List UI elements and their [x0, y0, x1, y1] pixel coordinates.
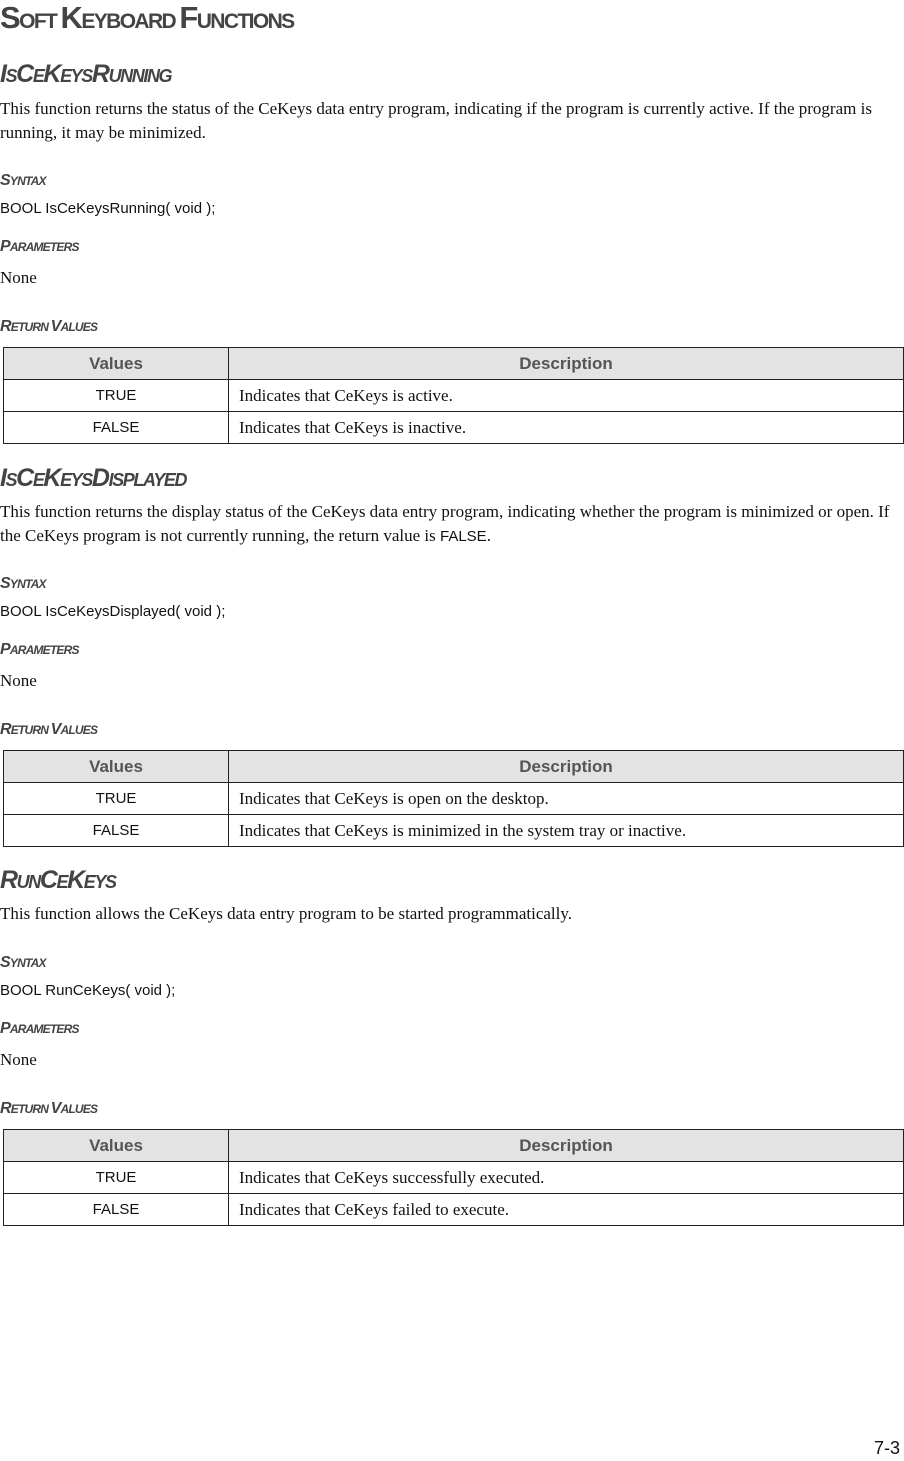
syntax-code: BOOL RunCeKeys( void ); [0, 982, 176, 999]
syntax-code: BOOL IsCeKeysRunning( void ); [0, 200, 216, 217]
row-description: Indicates that CeKeys successfully executed. [229, 1162, 904, 1194]
row-value: TRUE [4, 1162, 229, 1194]
header-description: Description [229, 348, 904, 380]
parameters-label: PARAMETERS [0, 1020, 79, 1037]
page-title: SOFT KEYBOARD FUNCTIONS [0, 0, 294, 35]
table-row [4, 1162, 904, 1194]
row-value: TRUE [4, 380, 229, 412]
table-row [4, 815, 904, 847]
return-values-table [3, 347, 904, 444]
section-heading-iscekeysdisplayed: ISCEKEYSDISPLAYED [0, 464, 187, 492]
section-description: This function allows the CeKeys data entry program to be started programmatically. [0, 904, 573, 923]
parameters-label: PARAMETERS [0, 238, 79, 255]
row-description: Indicates that CeKeys is minimized in the system tray or inactive. [229, 815, 904, 847]
table-header-row [4, 1130, 904, 1162]
header-description: Description [229, 1130, 904, 1162]
return-values-label: RETURN VALUES [0, 318, 98, 335]
header-values: Values [4, 751, 229, 783]
row-description: Indicates that CeKeys is active. [229, 380, 904, 412]
section-heading-iscekeysrunning: ISCEKEYSRUNNING [0, 60, 172, 88]
parameters-value: None [0, 1050, 37, 1069]
header-values: Values [4, 1130, 229, 1162]
table-row [4, 783, 904, 815]
page-number: 7-3 [873, 1438, 900, 1458]
row-description: Indicates that CeKeys is open on the desktop. [229, 783, 904, 815]
header-description: Description [229, 751, 904, 783]
section-description: This function returns the status of the CeKeys data entry program, indicating if the program is currently active. If the program is running, it may be minimized. [0, 99, 872, 142]
return-values-label: RETURN VALUES [0, 721, 98, 738]
syntax-label: SYNTAX [0, 172, 46, 189]
header-values: Values [4, 348, 229, 380]
return-values-table [3, 1129, 904, 1226]
row-description: Indicates that CeKeys is inactive. [229, 412, 904, 444]
table-row [4, 1194, 904, 1226]
row-value: TRUE [4, 783, 229, 815]
return-values-label: RETURN VALUES [0, 1100, 98, 1117]
table-header-row [4, 348, 904, 380]
table-header-row [4, 751, 904, 783]
syntax-label: SYNTAX [0, 954, 46, 971]
parameters-value: None [0, 268, 37, 287]
row-value: FALSE [4, 1194, 229, 1226]
parameters-label: PARAMETERS [0, 641, 79, 658]
table-row [4, 412, 904, 444]
syntax-code: BOOL IsCeKeysDisplayed( void ); [0, 603, 226, 620]
row-description: Indicates that CeKeys failed to execute. [229, 1194, 904, 1226]
section-description: This function returns the display status of the CeKeys data entry program, indicating whether the program is minimized or open. If the CeKeys program is not currently running, the return value is FALSE. [0, 502, 890, 545]
row-value: FALSE [4, 815, 229, 847]
row-value: FALSE [4, 412, 229, 444]
parameters-value: None [0, 671, 37, 690]
syntax-label: SYNTAX [0, 575, 46, 592]
section-heading-runcekeys: RUNCEKEYS [0, 866, 116, 894]
table-row [4, 380, 904, 412]
return-values-table [3, 750, 904, 847]
